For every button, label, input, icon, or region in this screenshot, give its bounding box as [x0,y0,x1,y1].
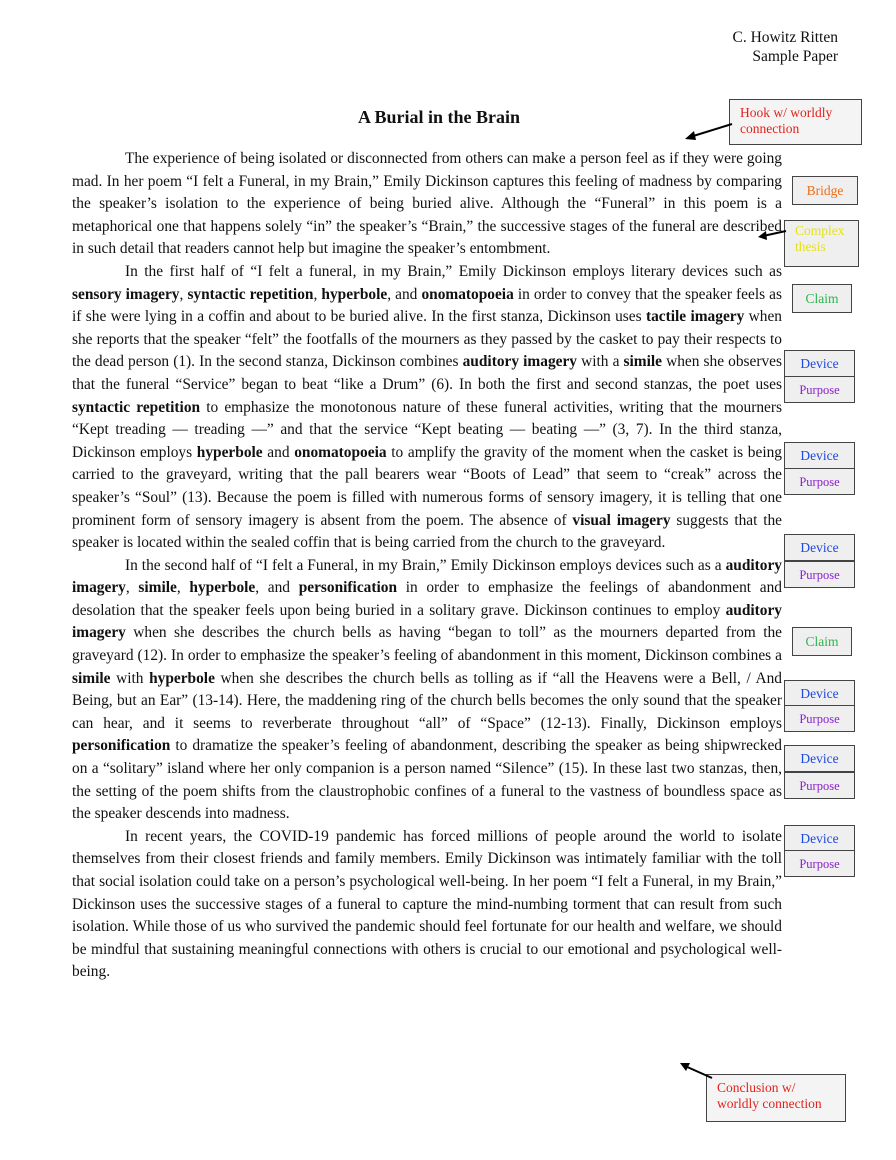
device-annotation: Device [784,745,855,772]
text-run: with a [577,353,624,371]
paragraph-conclusion [72,826,782,984]
bold-term: syntactic repetition [72,398,201,416]
claim-annotation: Claim [792,284,852,313]
text-run: , [125,579,139,597]
hook-annotation: Hook w/ worldly connection [729,99,862,145]
text-run: , [179,285,188,303]
text-run: with [110,669,150,687]
bold-term: auditory imagery [72,556,782,597]
purpose-annotation: Purpose [784,705,855,732]
bold-term: syntactic repetition [187,285,314,303]
header [733,28,838,66]
bold-term: hyperbole [189,579,256,597]
device-annotation: Device [784,442,855,469]
conclusion-annotation: Conclusion w/ worldly connection [706,1074,846,1122]
text-run: The experience of being isolated or disconnected from others can make a person feel as if they were going mad. In her poem “I felt a Funeral, in my Brain,” Emily Dickinson captures this feeling of madness by comparing the speaker’s isolation to the experience of being buried alive. Although the “Funeral” in this poem is a metaphorical one that happens solely “in” the speaker’s “Brain,” the successive stages of the funeral are described in such detail that readers cannot help but imagine the speaker’s entombment. [72,150,782,258]
hook-arrow-icon [680,118,736,144]
text-run: in order to convey that the speaker feels as if she were lying in a coffin and about to be buried alive. In the first stanza, Dickinson uses [72,285,782,326]
bold-term: hyperbole [149,669,215,687]
thesis-arrow-icon [754,224,790,244]
author-name: C. Howitz Ritten [732,29,838,46]
text-run: when she describes the church bells as having “began to toll” as the mourners departed from the graveyard (12). In order to emphasize the speaker’s feeling of abandonment in this moment, Dickinson combines a [72,624,782,665]
bold-term: simile [623,353,662,371]
paper-subtitle: Sample Paper [752,48,838,65]
essay-body [72,148,782,984]
bold-term: hyperbole [196,443,263,461]
bold-term: onomatopoeia [294,443,387,461]
purpose-annotation: Purpose [784,850,855,877]
bridge-annotation: Bridge [792,176,858,205]
bold-term: tactile imagery [645,308,745,326]
page-title: A Burial in the Brain [357,107,521,127]
text-run: when she describes the church bells as tolling as if “all the Heavens were a Bell, / And Being, but an Ear” (13-14). Here, the maddening ring of the church bells becomes the only sound that the speaker can hear, and it seems to reverberate throughout “all” of “Space” (12-13). Finally, Dickinson employs [72,669,783,732]
device-annotation: Device [784,534,855,561]
text-run: In the second half of “I felt a Funeral, in my Brain,” Emily Dickinson employs devices such as a [125,556,726,574]
bold-term: sensory imagery [72,285,180,303]
text-run: , and [255,579,299,597]
text-run: in order to emphasize the feelings of abandonment and desolation that the speaker feels upon being buried in a solitary grave. Dickinson continues to employ [72,579,782,619]
text-run: , [176,579,190,597]
bold-term: hyperbole [321,285,388,303]
bold-term: simile [138,579,177,597]
purpose-annotation: Purpose [784,772,855,799]
text-run: when she reports that the speaker “felt” the footfalls of the mourners as they passed by the casket to pay their respects to the dead person (1). In the second stanza, Dickinson combines [72,308,782,371]
text-run: to dramatize the speaker’s feeling of abandonment, describing the speaker as being shipwrecked on a “solitary” island where her only companion is a person named “Silence” (15). In these last two stanzas, then, the setting of the poem shifts from the claustrophobic confines of a funeral to the vastness of boundless space as the speaker descends into madness. [72,737,782,823]
purpose-annotation: Purpose [784,561,855,588]
paragraph-intro [72,148,782,261]
text-run: In recent years, the COVID-19 pandemic has forced millions of people around the world to isolate themselves from their closest friends and family members. Emily Dickinson was intimately familiar with the toll that social isolation could take on a person’s psychological well-being. In her poem “I felt a Funeral, in my Brain,” Dickinson uses the successive stages of a funeral to capture the mind-numbing torment that can result from such isolation. While those of us who survived the pandemic should feel fortunate for our health and welfare, we should be mindful that sustaining meaningful connections with others is crucial to our emotional and psychological well-being. [72,827,782,981]
text-run: to emphasize the monotonous nature of these funeral activities, writing that the mourners “Kept treading — treading —” and that the service “Kept beating — beating —” (3, 7). In the third stanza, Dickinson employs [72,398,782,461]
paragraph-body-1 [72,261,782,555]
purpose-annotation: Purpose [784,376,855,403]
device-annotation: Device [784,680,855,707]
bold-term: auditory imagery [462,353,577,371]
text-run: In the first half of “I felt a funeral, in my Brain,” Emily Dickinson employs literary devices such as [125,262,782,280]
text-run: , [313,285,322,303]
bold-term: personification [72,737,171,755]
device-annotation: Device [784,350,855,377]
text-run: when she observes that the funeral “Service” began to beat “like a Drum” (6). In both the first and second stanzas, the poet uses [72,353,782,393]
paragraph-body-2 [72,555,782,826]
bold-term: personification [298,579,398,597]
bold-term: simile [72,669,111,687]
conclusion-arrow-icon [676,1058,716,1082]
text-run: , and [387,285,422,303]
bold-term: onomatopoeia [421,285,514,303]
thesis-annotation: Complex thesis [784,220,859,267]
claim-annotation: Claim [792,627,852,656]
text-run: and [262,443,295,461]
bold-term: auditory imagery [72,601,782,642]
text-run: to amplify the gravity of the moment when the casket is being carried to the graveyard, writing that the pall bearers wear “Boots of Lead” that seem to “creak” across the speaker’s “Soul” (13). Because the poem is filled with numerous forms of sensory imagery, it is telling that one prominent form of sensory imagery is absent from the poem. The absence of [72,443,783,529]
bold-term: visual imagery [572,511,671,529]
purpose-annotation: Purpose [784,468,855,495]
text-run: suggests that the speaker is located within the sealed coffin that is being carried from the church to the graveyard. [72,511,782,552]
device-annotation: Device [784,825,855,852]
